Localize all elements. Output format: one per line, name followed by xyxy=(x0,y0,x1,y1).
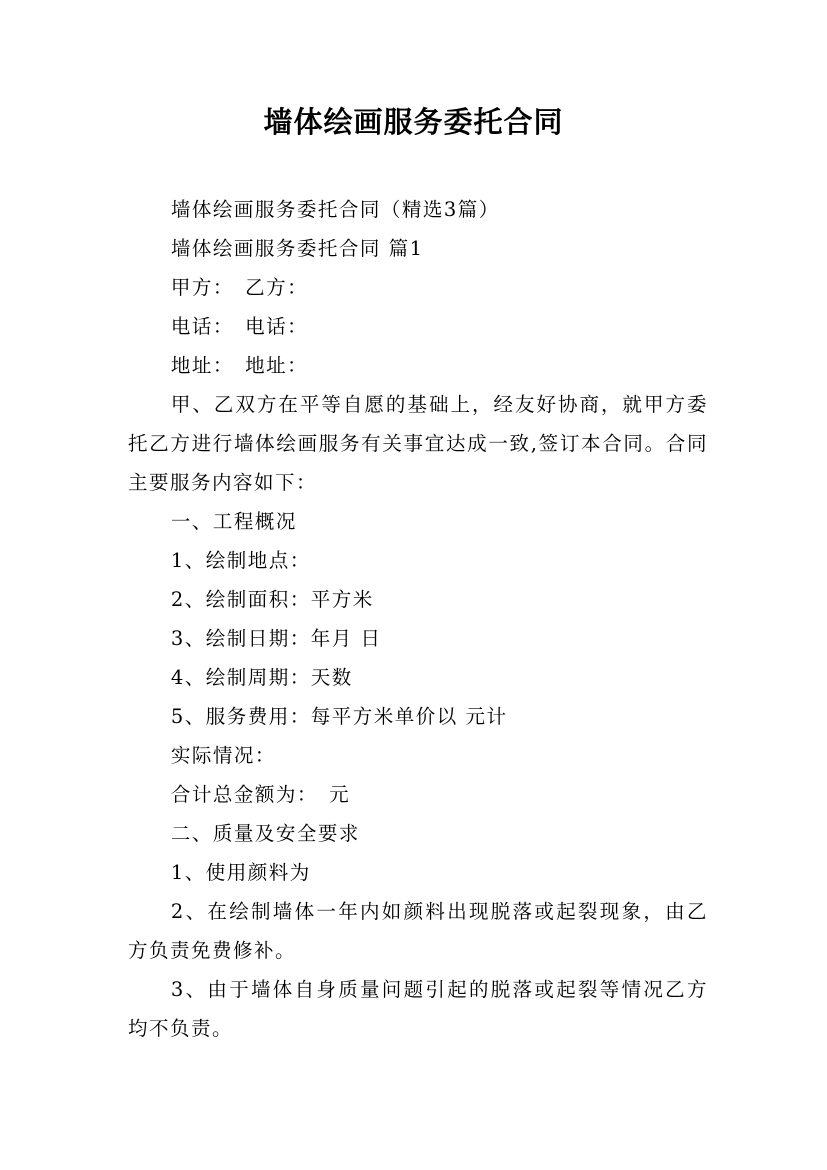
paragraph: 实际情况： xyxy=(170,744,276,767)
paragraph: 2、绘制面积：平方米 xyxy=(170,588,374,611)
document-title: 墙体绘画服务委托合同 xyxy=(263,105,564,139)
paragraph: 1、绘制地点： xyxy=(170,549,311,572)
section-heading: 一、工程概况 xyxy=(170,510,297,533)
paragraph: 4、绘制周期：天数 xyxy=(170,666,353,689)
paragraph: 3、绘制日期：年月 日 xyxy=(170,627,382,650)
paragraph: 5、服务费用：每平方米单价以 元计 xyxy=(170,705,508,728)
section-heading: 二、质量及安全要求 xyxy=(170,822,360,845)
party-names-line: 甲方： 乙方： xyxy=(170,276,309,299)
paragraph: 合计总金额为： 元 xyxy=(170,783,351,806)
paragraph: 3、由于墙体自身质量问题引起的脱落或起裂等情况乙方均不负责。 xyxy=(128,978,708,1040)
paragraph: 墙体绘画服务委托合同（精选3篇） xyxy=(170,198,500,221)
party-phones-line: 电话： 电话： xyxy=(170,315,309,338)
paragraph: 1、使用颜料为 xyxy=(170,861,311,884)
paragraph: 墙体绘画服务委托合同 篇1 xyxy=(170,237,424,260)
paragraph: 2、在绘制墙体一年内如颜料出现脱落或起裂现象，由乙方负责免费修补。 xyxy=(128,900,708,962)
party-addresses-line: 地址： 地址： xyxy=(170,354,309,377)
document-body xyxy=(128,190,708,1048)
paragraph: 甲、乙双方在平等自愿的基础上，经友好协商，就甲方委托乙方进行墙体绘画服务有关事宜达成一致,签订本合同。合同主要服务内容如下： xyxy=(128,393,708,494)
